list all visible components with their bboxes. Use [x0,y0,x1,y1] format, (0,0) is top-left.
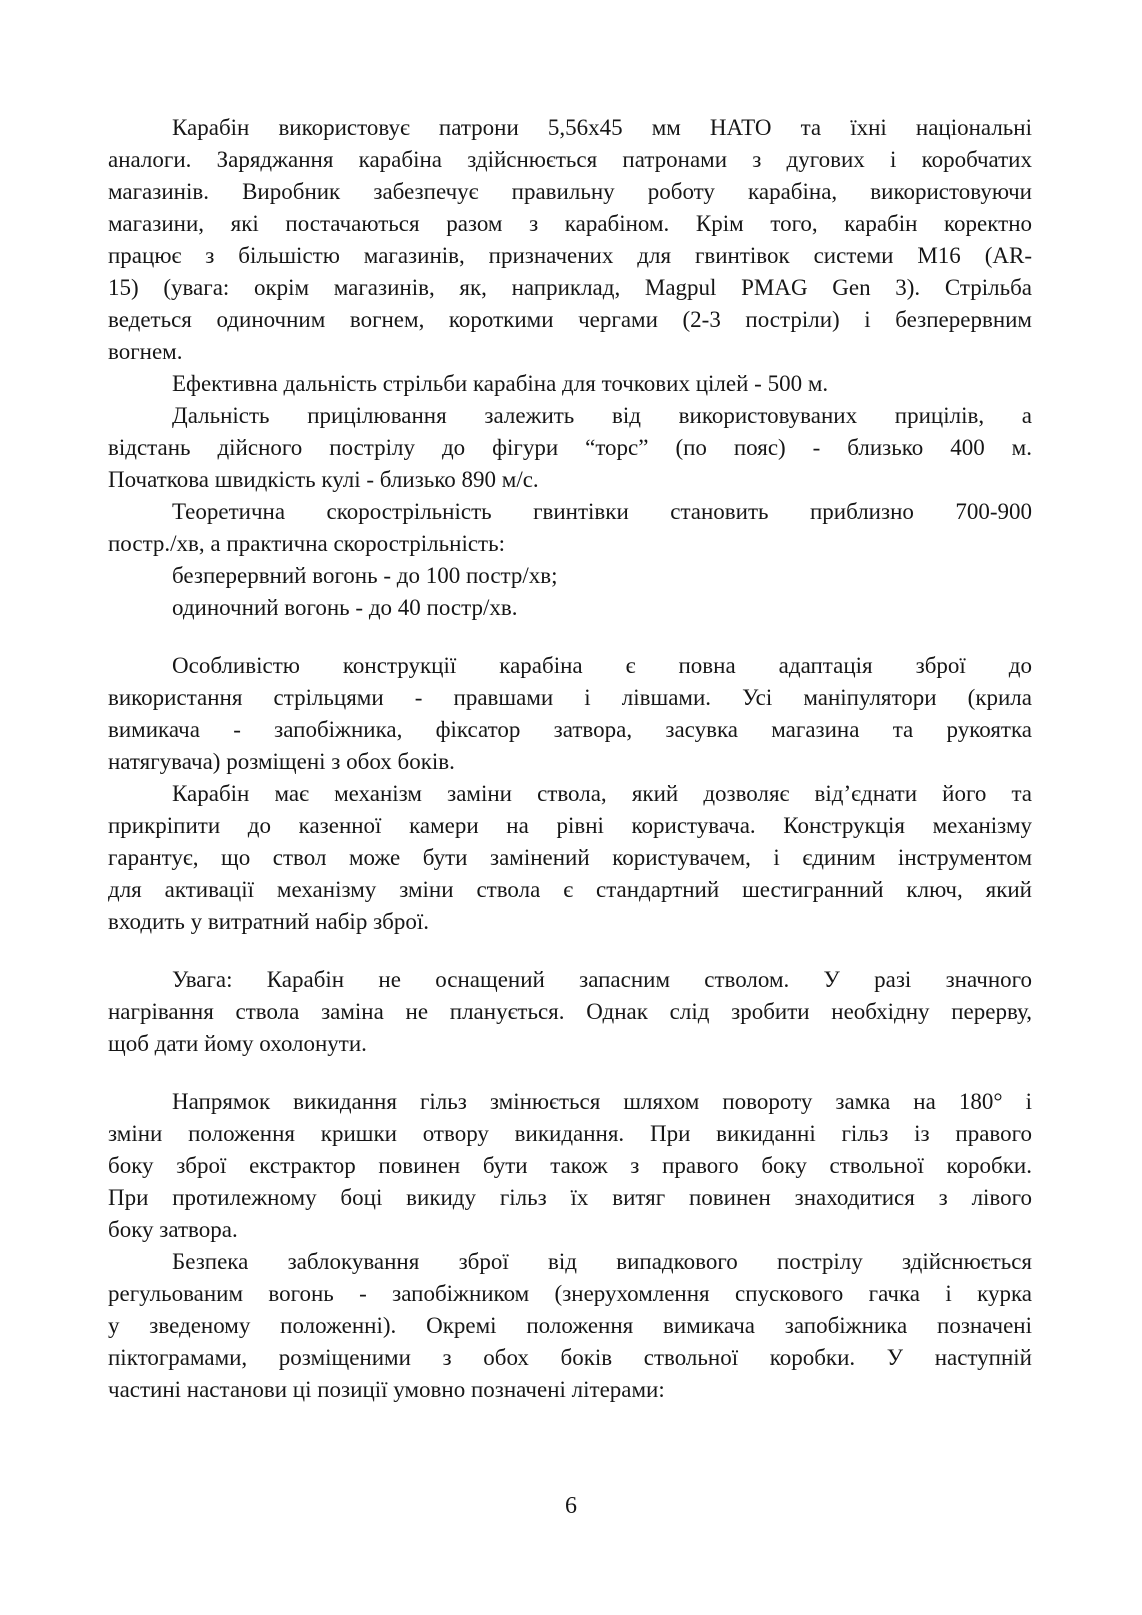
text-line: одиночний вогонь - до 40 постр/хв. [172,595,518,620]
text-line: При протилежному боці викиду гільз їх витяг повинен знаходитися з лівого [108,1185,1032,1210]
paragraph [108,1246,1032,1406]
page-footer [0,1490,1142,1522]
text-line: прикріпити до казенної камери на рівні користувача. Конструкція механізму [108,813,1032,838]
document-body [108,112,1032,1406]
page-number: 6 [565,1493,577,1519]
text-line: частині настанови ці позиції умовно позначені літерами: [108,1377,665,1402]
text-line: Ефективна дальність стрільби карабіна для точкових цілей - 500 м. [172,371,829,396]
paragraph [108,560,1032,592]
text-line: боку зброї екстрактор повинен бути також з правого боку ствольної коробки. [108,1153,1032,1178]
text-line: натягувача) розміщені з обох боків. [108,749,455,774]
paragraph [108,1086,1032,1246]
text-line: відстань дійсного пострілу до фігури “торс” (по пояс) - близько 400 м. [108,435,1032,460]
text-line: постр./хв, а практична скорострільність: [108,531,505,556]
text-line: магазинів. Виробник забезпечує правильну роботу карабіна, використовуючи [108,179,1032,204]
text-line: Карабін використовує патрони 5,56х45 мм НАТО та їхні національні [172,115,1032,140]
text-line: Теоретична скорострільність гвинтівки становить приблизно 700-900 [172,499,1032,524]
text-line: Безпека заблокування зброї від випадкового пострілу здійснюється [172,1249,1032,1274]
paragraph [108,112,1032,368]
text-line: зміни положення кришки отвору викидання. При викиданні гільз із правого [108,1121,1032,1146]
paragraph [108,964,1032,1060]
text-line: ведеться одиночним вогнем, короткими чергами (2-3 постріли) і безперервним [108,307,1032,332]
text-line: у зведеному положенні). Окремі положення вимикача запобіжника позначені [108,1313,1032,1338]
text-line: безперервний вогонь - до 100 постр/хв; [172,563,558,588]
text-line: нагрівання ствола заміна не планується. Однак слід зробити необхідну перерву, [108,999,1032,1024]
paragraph [108,496,1032,560]
text-line: вимикача - запобіжника, фіксатор затвора, засувка магазина та рукоятка [108,717,1032,742]
text-line: Напрямок викидання гільз змінюється шляхом повороту замка на 180° і [172,1089,1032,1114]
paragraph [108,592,1032,624]
text-line: вогнем. [108,339,183,364]
text-line: Карабін має механізм заміни ствола, який дозволяє від’єднати його та [172,781,1032,806]
text-line: аналоги. Заряджання карабіна здійснюється патронами з дугових і коробчатих [108,147,1032,172]
text-line: 15) (увага: окрім магазинів, як, наприклад, Magpul PMAG Gen 3). Стрільба [108,275,1032,300]
text-line: регульованим вогонь - запобіжником (знерухомлення спускового гачка і курка [108,1281,1032,1306]
text-line: боку затвора. [108,1217,238,1242]
text-line: магазини, які постачаються разом з карабіном. Крім того, карабін коректно [108,211,1032,236]
paragraph [108,400,1032,496]
paragraph [108,368,1032,400]
text-line: гарантує, що ствол може бути замінений користувачем, і єдиним інструментом [108,845,1032,870]
paragraph [108,778,1032,938]
text-line: Особливістю конструкції карабіна є повна адаптація зброї до [172,653,1032,678]
text-line: щоб дати йому охолонути. [108,1031,367,1056]
text-line: Увага: Карабін не оснащений запасним стволом. У разі значного [172,967,1032,992]
text-line: для активації механізму зміни ствола є стандартний шестигранний ключ, який [108,877,1032,902]
text-line: використання стрільцями - правшами і лівшами. Усі маніпулятори (крила [108,685,1032,710]
paragraph [108,650,1032,778]
text-line: Початкова швидкість кулі - близько 890 м/с. [108,467,539,492]
text-line: працює з більшістю магазинів, призначених для гвинтівок системи М16 (AR- [108,243,1032,268]
text-line: Дальність прицілювання залежить від використовуваних прицілів, а [172,403,1032,428]
text-line: піктограмами, розміщеними з обох боків ствольної коробки. У наступній [108,1345,1032,1370]
text-line: входить у витратний набір зброї. [108,909,430,934]
